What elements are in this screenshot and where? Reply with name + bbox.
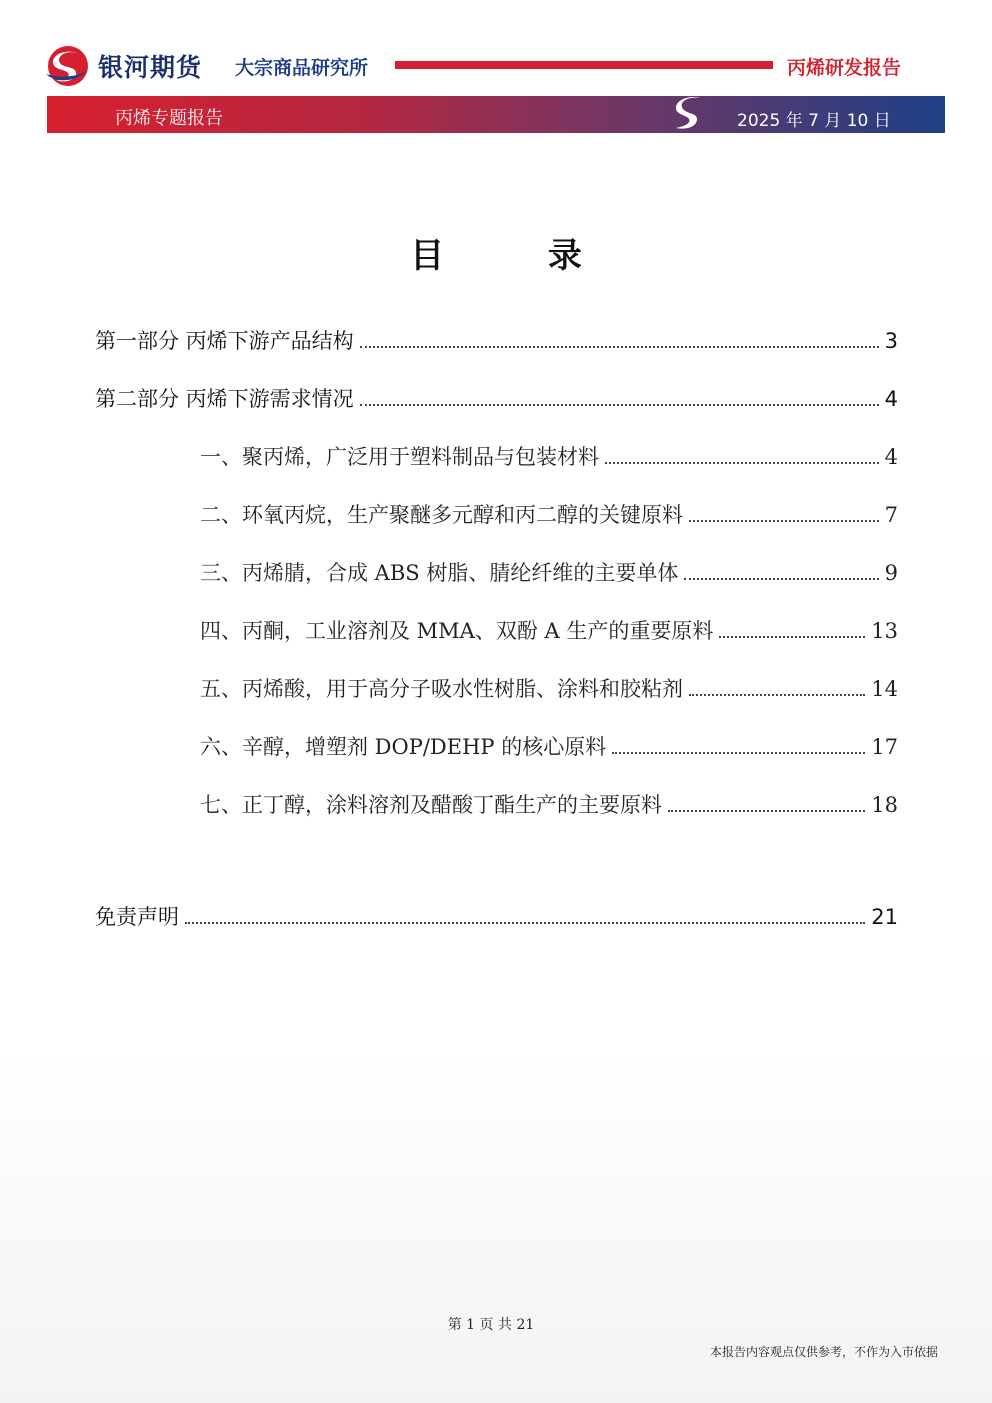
header-banner xyxy=(47,96,945,133)
toc-entry-section-5[interactable] xyxy=(200,673,898,703)
toc-leader-dots xyxy=(689,694,865,696)
toc-entry-label: 第一部分 丙烯下游产品结构 xyxy=(95,329,354,353)
toc-entry-page: 14 xyxy=(871,677,898,701)
toc-entry-disclaimer[interactable] xyxy=(95,901,898,931)
toc-entry-page: 9 xyxy=(884,561,898,585)
toc-entry-label: 第二部分 丙烯下游需求情况 xyxy=(95,387,354,411)
toc-entry-page: 4 xyxy=(884,445,898,469)
toc-entry-label: 七、正丁醇，涂料溶剂及醋酸丁酯生产的主要原料 xyxy=(200,793,662,817)
toc-title: 目 录 xyxy=(410,236,628,276)
swoosh-icon xyxy=(670,94,710,134)
toc-entry-page: 21 xyxy=(871,905,898,929)
toc-entry-label: 三、丙烯腈，合成 ABS 树脂、腈纶纤维的主要单体 xyxy=(200,561,679,585)
toc-leader-dots xyxy=(684,578,878,580)
toc-leader-dots xyxy=(612,752,865,754)
toc-entry-section-1[interactable] xyxy=(200,441,898,471)
toc-leader-dots xyxy=(689,520,879,522)
header-divider xyxy=(395,61,773,69)
toc-leader-dots xyxy=(605,462,879,464)
toc-entry-section-3[interactable] xyxy=(200,557,898,587)
toc-entry-section-7[interactable] xyxy=(200,789,898,819)
toc-entry-page: 3 xyxy=(884,329,898,353)
page-number: 第 1 页 共 21 xyxy=(447,1317,535,1333)
toc-entry-page: 17 xyxy=(871,735,898,759)
toc-entry-label: 六、辛醇，增塑剂 DOP/DEHP 的核心原料 xyxy=(200,735,607,759)
brand-name: 银河期货 xyxy=(98,53,203,82)
report-type: 丙烯研发报告 xyxy=(787,57,902,79)
banner-title: 丙烯专题报告 xyxy=(115,108,223,129)
page-header xyxy=(0,0,992,140)
toc-entry-part-2[interactable] xyxy=(95,383,898,413)
toc-entry-section-2[interactable] xyxy=(200,499,898,529)
toc-entry-page: 4 xyxy=(884,387,898,411)
toc-leader-dots xyxy=(719,636,865,638)
toc-entry-section-6[interactable] xyxy=(200,731,898,761)
toc-leader-dots xyxy=(360,404,879,406)
toc-entry-label: 五、丙烯酸，用于高分子吸水性树脂、涂料和胶粘剂 xyxy=(200,677,683,701)
toc-leader-dots xyxy=(185,922,865,924)
toc-entry-page: 18 xyxy=(871,793,898,817)
toc-entry-part-1[interactable] xyxy=(95,325,898,355)
toc-entry-page: 7 xyxy=(884,503,898,527)
toc-entry-label: 二、环氧丙烷，生产聚醚多元醇和丙二醇的关键原料 xyxy=(200,503,683,527)
institute-name: 大宗商品研究所 xyxy=(235,57,369,79)
galaxy-swoosh-logo-icon xyxy=(44,44,92,88)
toc-entry-page: 13 xyxy=(871,619,898,643)
footer-disclaimer-note: 本报告内容观点仅供参考，不作为入市依据 xyxy=(709,1345,938,1359)
toc-leader-dots xyxy=(360,346,879,348)
toc-entry-label: 四、丙酮，工业溶剂及 MMA、双酚 A 生产的重要原料 xyxy=(200,619,714,643)
toc-entry-label: 免责声明 xyxy=(95,905,179,929)
toc-entry-label: 一、聚丙烯，广泛用于塑料制品与包装材料 xyxy=(200,445,599,469)
toc-entry-section-4[interactable] xyxy=(200,615,898,645)
toc-leader-dots xyxy=(668,810,865,812)
report-date: 2025 年 7 月 10 日 xyxy=(737,111,891,131)
